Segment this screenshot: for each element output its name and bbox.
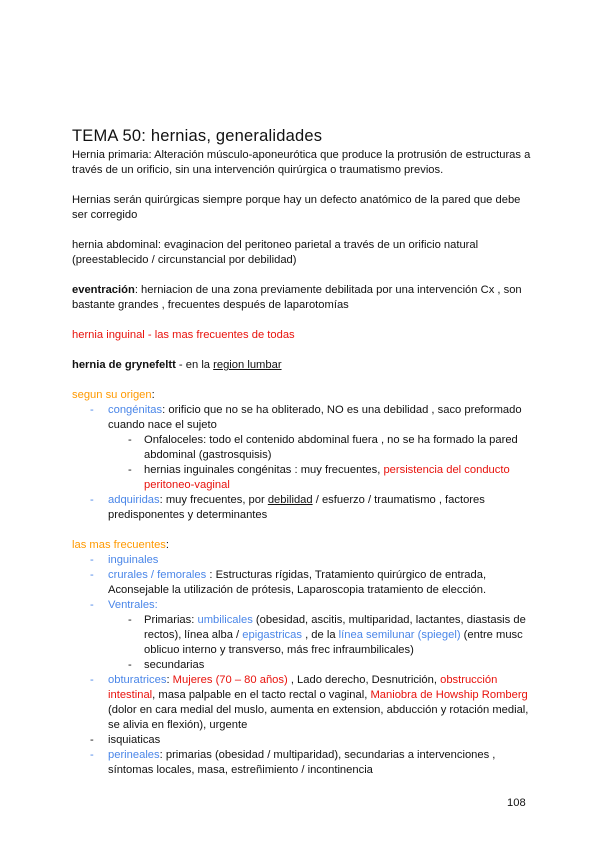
secundarias-text: secundarias bbox=[144, 659, 205, 671]
debilidad-underlined: debilidad bbox=[267, 494, 313, 506]
obstruccion-intestinal: obstrucción intestinal bbox=[108, 674, 498, 701]
crurales-text: : Estructuras rígidas, Tratamiento quirúrgico de entrada, Aconsejable la utilización de prótesis, Laparoscopia tratamiento de elección. bbox=[108, 569, 487, 596]
list-item bbox=[72, 403, 532, 493]
primarias-text-3: (entre musc oblicuo interno y transverso, más frec infraumbilicales) bbox=[144, 629, 523, 656]
origen-list bbox=[72, 403, 532, 523]
primarias-text-2: , de la bbox=[301, 629, 339, 641]
onfaloceles-text: Onfaloceles: todo el contenido abdominal fuera , no se ha formado la pared abdominal (gastrosquisis) bbox=[144, 434, 518, 461]
list-item bbox=[72, 733, 532, 748]
inguinales-term: inguinales bbox=[108, 554, 159, 566]
crurales-term: crurales / femorales bbox=[108, 569, 207, 581]
grynefeltt-mid: - en la bbox=[175, 359, 214, 371]
obturatrices-text-2: , masa palpable en el tacto rectal o vaginal, bbox=[152, 689, 371, 701]
list-item bbox=[72, 598, 532, 673]
list-item bbox=[72, 568, 532, 598]
conducto-peritoneo-vaginal: persistencia del conducto peritoneo-vaginal bbox=[144, 464, 510, 491]
page-title: TEMA 50: hernias, generalidades bbox=[72, 127, 323, 145]
perineales-text: : primarias (obesidad / multiparidad), secundarias a intervenciones , síntomas locales, masa, estreñimiento / incontinencia bbox=[108, 749, 496, 776]
mujeres-edad: Mujeres (70 – 80 años) bbox=[172, 674, 288, 686]
grynefeltt-note bbox=[72, 358, 532, 373]
origen-heading-colon: : bbox=[151, 389, 155, 401]
region-lumbar-link: region lumbar bbox=[213, 359, 282, 371]
primarias-text-1: (obesidad, ascitis, multiparidad, lactantes, diastasis de rectos), línea alba / bbox=[144, 614, 526, 641]
eventracion-definition bbox=[72, 283, 532, 313]
hernia-abdominal-definition: hernia abdominal: evaginacion del peritoneo parietal a través de un orificio natural (preestablecido / circunstancial por debilidad) bbox=[72, 239, 479, 266]
grynefeltt-term: hernia de grynefeltt bbox=[72, 359, 176, 371]
umbilicales-term: umbilicales bbox=[197, 614, 253, 626]
isquiaticas-text: isquiaticas bbox=[108, 734, 161, 746]
congenitas-text: : orificio que no se ha obliterado, NO es una debilidad , saco preformado cuando nace el sujeto bbox=[108, 404, 522, 431]
hernia-inguinal-note: hernia inguinal - las mas frecuentes de todas bbox=[72, 329, 295, 341]
obturatrices-text-1: , Lado derecho, Desnutrición, bbox=[287, 674, 441, 686]
list-item bbox=[108, 613, 532, 658]
adquiridas-pre: : muy frecuentes, por bbox=[159, 494, 268, 506]
obturatrices-term: obturatrices bbox=[108, 674, 167, 686]
list-item bbox=[72, 493, 532, 523]
frecuentes-heading-colon: : bbox=[165, 539, 170, 551]
primarias-label: Primarias: bbox=[144, 614, 198, 626]
ventrales-sublist bbox=[108, 613, 532, 673]
semilunar-term: línea semilunar (spiegel) bbox=[338, 629, 461, 641]
ventrales-term: Ventrales: bbox=[108, 599, 158, 611]
document-page bbox=[72, 126, 532, 778]
frecuentes-heading-text: las mas frecuentes bbox=[72, 539, 166, 551]
list-item bbox=[108, 463, 532, 493]
list-item bbox=[72, 748, 532, 778]
origen-heading bbox=[72, 388, 532, 403]
eventracion-term: eventración bbox=[72, 284, 135, 296]
list-item bbox=[108, 658, 532, 673]
maniobra-howship-romberg: Maniobra de Howship Romberg bbox=[370, 689, 528, 701]
adquiridas-post: / esfuerzo / traumatismo , factores predisponentes y determinantes bbox=[108, 494, 485, 521]
frecuentes-list bbox=[72, 553, 532, 778]
eventracion-text: : herniacion de una zona previamente debilitada por una intervención Cx , son bastante grandes , frecuentes después de laparotomías bbox=[72, 284, 522, 311]
frecuentes-heading bbox=[72, 538, 532, 553]
list-item bbox=[72, 673, 532, 733]
obturatrices-text-3: (dolor en cara medial del muslo, aumenta en extension, abducción y rotación medial, se alivia en flexión), urgente bbox=[108, 704, 529, 731]
obturatrices-colon: : bbox=[166, 674, 173, 686]
congenitas-sublist bbox=[108, 433, 532, 493]
hernia-primaria-definition: Hernia primaria: Alteración músculo-aponeurótica que produce la protrusión de estructuras a través de un orificio, sin una intervención quirúrgica o traumatismo previos. bbox=[72, 149, 531, 176]
origen-heading-text: segun su origen bbox=[72, 389, 152, 401]
perineales-term: perineales bbox=[108, 749, 160, 761]
congenitas-term: congénitas bbox=[108, 404, 163, 416]
adquiridas-term: adquiridas bbox=[108, 494, 160, 506]
list-item bbox=[72, 553, 532, 568]
hernias-quirurgicas-note: Hernias serán quirúrgicas siempre porque hay un defecto anatómico de la pared que debe ser corregido bbox=[72, 194, 521, 221]
page-number: 108 bbox=[507, 797, 526, 809]
list-item bbox=[108, 433, 532, 463]
epigastricas-term: epigastricas bbox=[242, 629, 302, 641]
inguinales-congenitas-text: hernias inguinales congénitas : muy frecuentes, bbox=[144, 464, 384, 476]
